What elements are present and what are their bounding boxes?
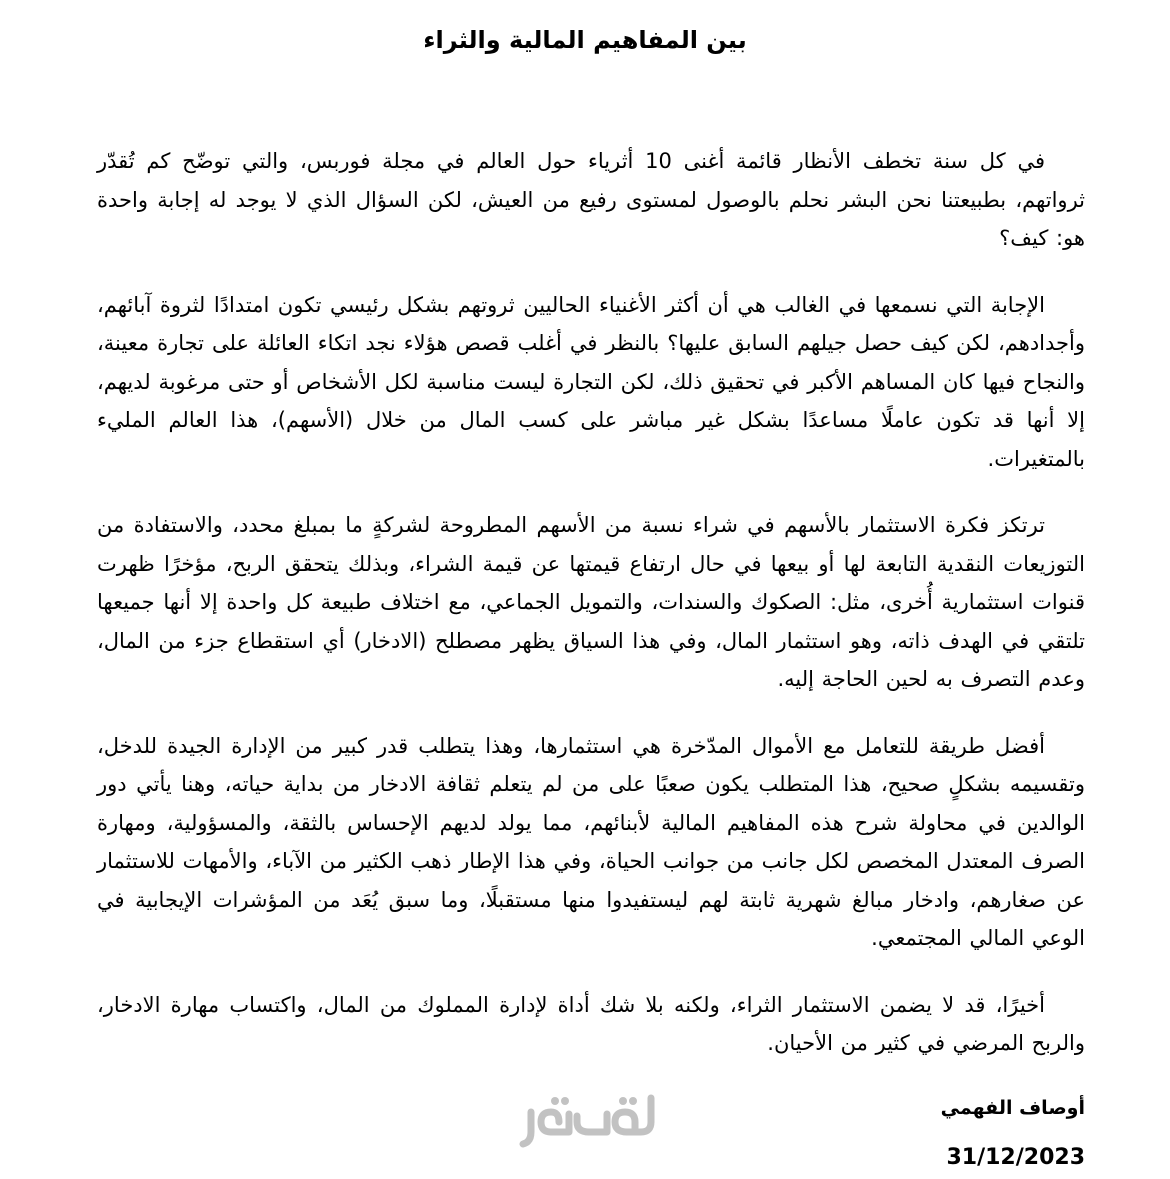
- paragraph-1: في كل سنة تخطف الأنظار قائمة أغنى 10 أثرياء حول العالم في مجلة فوربس، والتي توضّح كم تُقدّر ثرواتهم، بطبيعتنا نحن البشر نحلم بالوصول لمستوى رفيع من العيش، لكن السؤال الذي لا يوجد له إجابة واحدة هو: كيف؟: [97, 149, 1085, 250]
- mostaql-logo-icon: [515, 1092, 660, 1154]
- paragraph-4: أفضل طريقة للتعامل مع الأموال المدّخرة هي استثمارها، وهذا يتطلب قدر كبير من الإدارة الجيدة للدخل، وتقسيمه بشكلٍ صحيح، هذا المتطلب يكون صعبًا على من لم يتعلم ثقافة الادخار من بداية حياته، وهنا يأتي دور الوالدين في محاولة شرح هذه المفاهيم المالية لأبنائهم، مما يولد لديهم الإحساس بالثقة، والمسؤولية، ومهارة الصرف المعتدل المخصص لكل جانب من جوانب الحياة، وفي هذا الإطار ذهب الكثير من الآباء، والأمهات للاستثمار عن صغارهم، وادخار مبالغ شهرية ثابتة لهم ليستفيدوا منها مستقبلًا، وما سبق يُعَد من المؤشرات الإيجابية في الوعي المالي المجتمعي.: [97, 733, 1085, 950]
- document-date: 31/12/2023: [946, 1145, 1085, 1170]
- mostaql-watermark: [515, 1092, 660, 1154]
- document-title: بين المفاهيم المالية والثراء: [423, 26, 747, 54]
- paragraph-5: أخيرًا، قد لا يضمن الاستثمار الثراء، ولكنه بلا شك أداة لإدارة المملوك من المال، واكتساب مهارة الادخار، والربح المرضي في كثير من الأحيان.: [97, 992, 1085, 1055]
- paragraph-2: الإجابة التي نسمعها في الغالب هي أن أكثر الأغنياء الحاليين ثروتهم بشكل رئيسي تكون امتدادًا لثروة آبائهم، وأجدادهم، لكن كيف حصل جيلهم السابق عليها؟ بالنظر في أغلب قصص هؤلاء نجد اتكاء العائلة على تجارة معينة، والنجاح فيها كان المساهم الأكبر في تحقيق ذلك، لكن التجارة ليست مناسبة لكل الأشخاص أو حتى مرغوبة لديهم، إلا أنها قد تكون عاملًا مساعدًا بشكل غير مباشر على كسب المال من خلال (الأسهم)، هذا العالم المليء بالمتغيرات.: [97, 292, 1085, 471]
- document-body: [97, 142, 1085, 1091]
- author-name: أوصاف الفهمي: [940, 1097, 1085, 1119]
- paragraph-3: ترتكز فكرة الاستثمار بالأسهم في شراء نسبة من الأسهم المطروحة لشركةٍ ما بمبلغ محدد، والاستفادة من التوزيعات النقدية التابعة لها أو بيعها في حال ارتفاع قيمتها عن قيمة الشراء، وبذلك يتحقق الربح، مؤخرًا ظهرت قنوات استثمارية أُخرى، مثل: الصكوك والسندات، والتمويل الجماعي، مع اختلاف طبيعة كل واحدة إلا أنها جميعها تلتقي في الهدف ذاته، وهو استثمار المال، وفي هذا السياق يظهر مصطلح (الادخار) أي استقطاع جزء من المال، وعدم التصرف به لحين الحاجة إليه.: [97, 513, 1085, 691]
